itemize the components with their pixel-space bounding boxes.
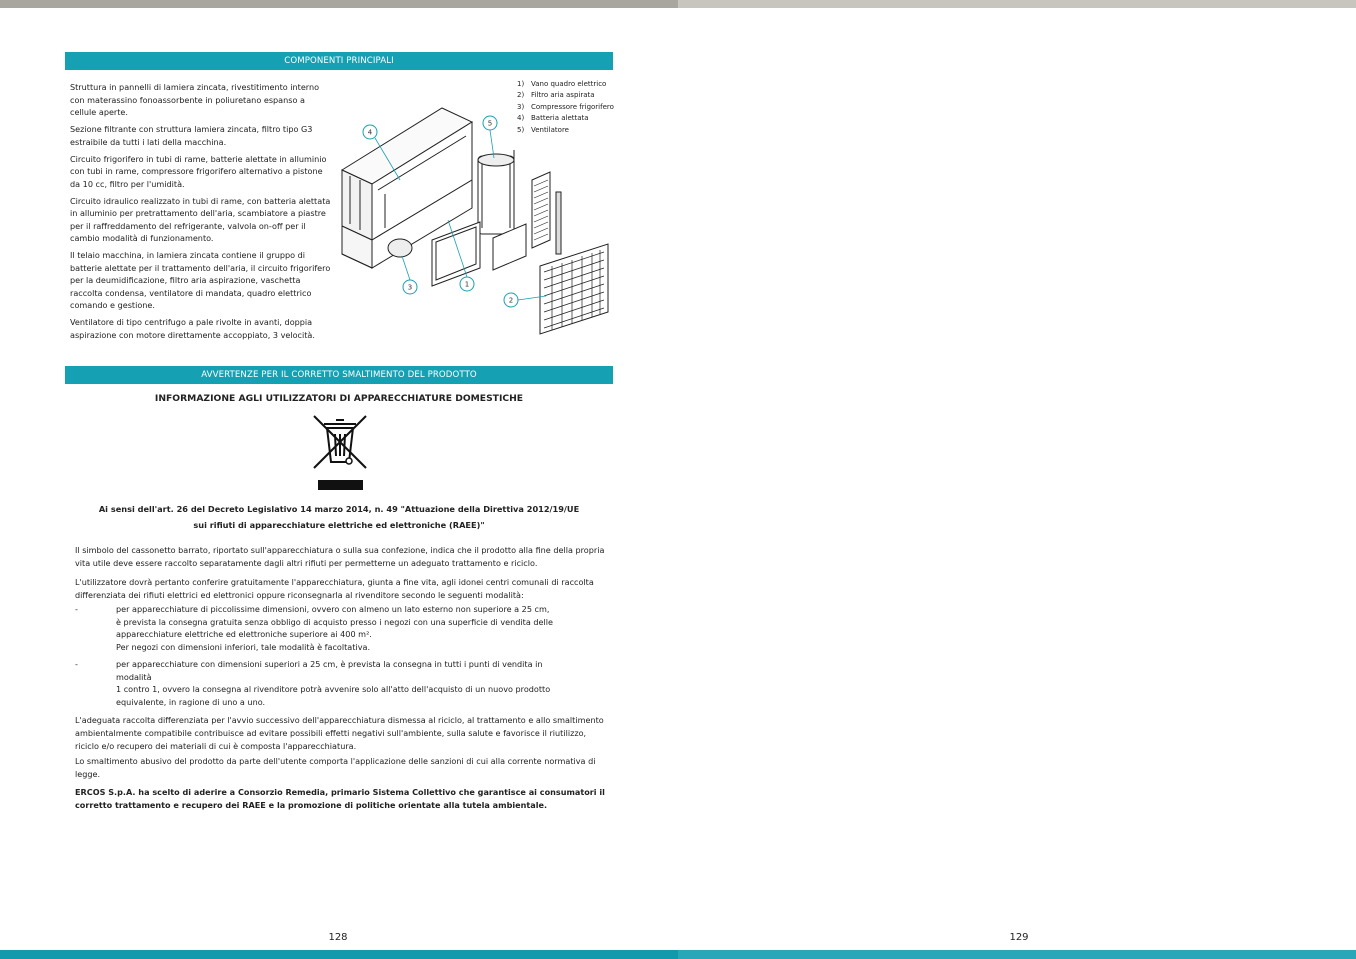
top-bar-right — [678, 0, 1356, 8]
list-item-large-appliances: - per apparecchiature con dimensioni superiori a 25 cm, è prevista la consegna in tutti i punti di vendita in modalità 1 contro 1, ovvero la consegna al rivenditore potrà avvenire solo all'atto dell'acquisto di un nuovo prodotto equivalente, in ragione di uno a uno. — [75, 659, 551, 707]
paragraph-hydraulic: Circuito idraulico realizzato in tubi di rame, con batteria alettata in alluminio per pretrattamento dell'aria, scambiatore a piastre per il raffreddamento del refrigerante, valvola on-off per il cambio modalità di funzionamento. — [70, 195, 331, 244]
decree-line-2: sui rifiuti di apparecchiature elettriche ed elettroniche (RAEE)" — [193, 519, 485, 530]
callout-label-2: 2 — [508, 296, 514, 305]
subtitle-utilizzatori: INFORMAZIONE AGLI UTILIZZATORI DI APPARECCHIATURE DOMESTICHE — [154, 393, 524, 404]
page-number-left: 128 — [328, 932, 348, 943]
paragraph-structure: Struttura in pannelli di lamiera zincata, rivestitimento interno con materassino fonoassorbente in poliuretano espanso a cellule aperte. — [70, 82, 320, 117]
legend-item: 5) Ventilatore — [517, 125, 569, 134]
paragraph-ercos: ERCOS S.p.A. ha scelto di aderire a Consorzio Remedia, primario Sistema Collettivo che garantisce ai consumatori il corretto trattamento e recupero dei RAEE e la promozione di politiche orientate alla tutela ambientale. — [75, 787, 605, 811]
exploded-unit-diagram — [330, 100, 615, 345]
callout-label-1: 1 — [464, 280, 470, 289]
unit-body — [342, 108, 608, 334]
legend-item: 1) Vano quadro elettrico — [517, 80, 607, 88]
section-header-smaltimento: AVVERTENZE PER IL CORRETTO SMALTIMENTO DEL PRODOTTO — [65, 366, 613, 384]
bottom-bar-left — [0, 950, 678, 959]
top-bar-left — [0, 0, 678, 8]
legend-item: 4) Batteria alettata — [517, 114, 589, 123]
decree-reference — [65, 502, 613, 533]
callout-label-5: 5 — [487, 119, 493, 128]
section-header-componenti: COMPONENTI PRINCIPALI — [65, 52, 613, 70]
paragraph-frame: Il telaio macchina, in lamiera zincata contiene il gruppo di batterie alettate per il trattamento dell'aria, il circuito frigorifero per la deumidificazione, filtro aria aspirazione, vaschetta raccolta condensa, ventilatore di mandata, quadro elettrico comando e gestione. — [70, 250, 331, 311]
components-description — [70, 81, 332, 346]
list-item-small-appliances: - per apparecchiature di piccolissime dimensioni, ovvero con almeno un lato esterno non superiore a 25 cm, è prevista la consegna gratuita senza obbligo di acquisto presso i negozi con una superficie di vendita delle apparecchiature elettriche ed elettroniche superiore ai 400 m². Per negozi con dimensioni inferiori, tale modalità è facoltativa. — [75, 604, 553, 652]
callout-label-4: 4 — [367, 128, 373, 137]
paragraph-symbol: Il simbolo del cassonetto barrato, riportato sull'apparecchiatura o sulla sua confezione, indica che il prodotto alla fine della propria vita utile deve essere raccolto separatamente dagli altri rifiuti per permetterne un adeguato trattamento e riciclo. — [75, 545, 605, 569]
callout-label-3: 3 — [407, 283, 413, 292]
paragraph-fan: Ventilatore di tipo centrifugo a pale rivolte in avanti, doppia aspirazione con motore direttamente accoppiato, 3 velocità. — [70, 317, 315, 340]
paragraph-raccolta: L'adeguata raccolta differenziata per l'avvio successivo dell'apparecchiatura dismessa al riciclo, al trattamento e allo smaltimento ambientalmente compatibile contribuisce ad evitare possibili effetti negativi sull'ambiente, sulla salute e favorisce il riutilizzo, riciclo e/o recupero dei materiali di cui è composta l'apparecchiatura. — [75, 715, 604, 752]
paragraph-conferimento: L'utilizzatore dovrà pertanto conferire gratuitamente l'apparecchiatura, giunta a fine vita, agli idonei centri comunali di raccolta differenziata dei rifiuti elettrici ed elettronici oppure riconsegnarla al rivenditore secondo le seguenti modalità: — [75, 577, 594, 601]
legend-item: 3) Compressore frigorifero — [517, 102, 614, 111]
bottom-bar-right — [678, 950, 1356, 959]
decree-line-1: Ai sensi dell'art. 26 del Decreto Legislativo 14 marzo 2014, n. 49 "Attuazione della Direttiva 2012/19/UE — [98, 504, 580, 514]
paragraph-sanzioni: Lo smaltimento abusivo del prodotto da parte dell'utente comporta l'applicazione delle sanzioni di cui alla corrente normativa di legge. — [75, 756, 596, 780]
page-number-right: 129 — [1009, 932, 1029, 943]
legend-item: 2) Filtro aria aspirata — [517, 91, 595, 100]
paragraph-refrigerant: Circuito frigorifero in tubi di rame, batterie alettate in alluminio con tubi in rame, compressore frigorifero alternativo a pistone da 10 cc, filtro per l'umidità. — [70, 153, 327, 189]
crossed-bin-icon — [310, 410, 370, 494]
paragraph-filter: Sezione filtrante con struttura lamiera zincata, filtro tipo G3 estraibile da tutti i lati della macchina. — [70, 124, 313, 147]
